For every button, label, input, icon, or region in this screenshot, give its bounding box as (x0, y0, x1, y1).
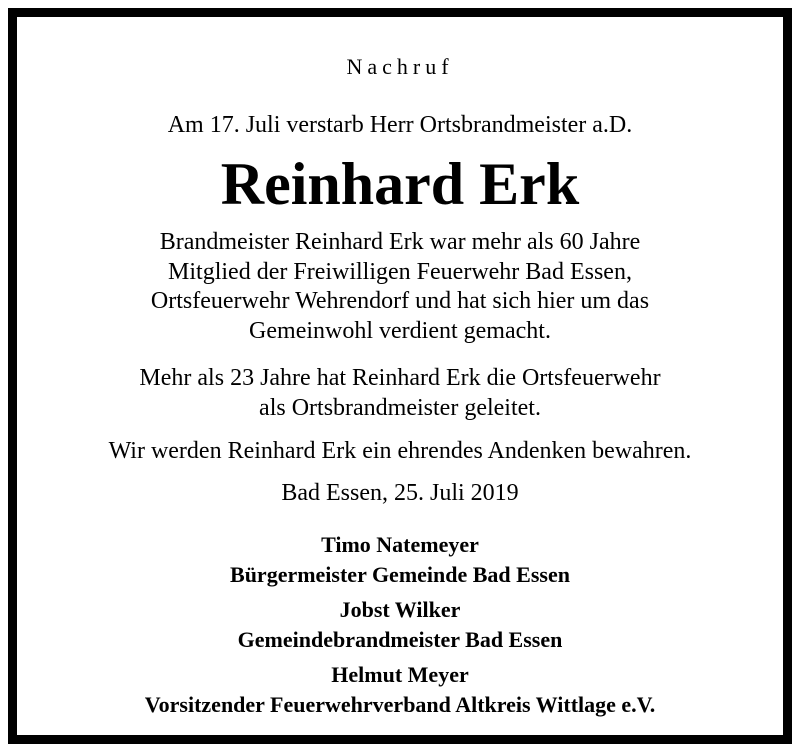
intro-text: Am 17. Juli verstarb Herr Ortsbrandmeister a.D. (167, 112, 633, 138)
tribute-line: Mitglied der Freiwilligen Feuerwehr Bad Essen, (168, 258, 632, 285)
remembrance-line: Wir werden Reinhard Erk ein ehrendes Andenken bewahren. (108, 438, 692, 464)
service-paragraph (17, 364, 783, 423)
tribute-line: Gemeinwohl verdient gemacht. (249, 317, 551, 344)
deceased-name: Reinhard Erk (220, 151, 580, 217)
signatory-name: Timo Natemeyer (321, 532, 479, 557)
signatory-block (17, 660, 783, 720)
service-line: als Ortsbrandmeister geleitet. (259, 394, 541, 421)
signatory-name: Jobst Wilker (339, 597, 461, 622)
signatory-block (17, 530, 783, 590)
service-line: Mehr als 23 Jahre hat Reinhard Erk die Ortsfeuerwehr (139, 365, 661, 391)
remembrance-paragraph (17, 437, 783, 467)
signatory-title: Vorsitzender Feuerwehrverband Altkreis Wittlage e.V. (144, 692, 656, 717)
tribute-line: Ortsfeuerwehr Wehrendorf und hat sich hier um das (150, 288, 650, 314)
notice-heading: Nachruf (346, 54, 454, 79)
tribute-paragraph (17, 228, 783, 346)
tribute-line: Brandmeister Reinhard Erk war mehr als 60 Jahre (159, 229, 641, 255)
signatory-name: Helmut Meyer (331, 662, 469, 687)
signatory-block (17, 595, 783, 655)
place-date: Bad Essen, 25. Juli 2019 (281, 480, 519, 506)
signatory-title: Gemeindebrandmeister Bad Essen (237, 627, 563, 652)
obituary-notice (8, 8, 792, 744)
signatory-title: Bürgermeister Gemeinde Bad Essen (230, 562, 570, 587)
